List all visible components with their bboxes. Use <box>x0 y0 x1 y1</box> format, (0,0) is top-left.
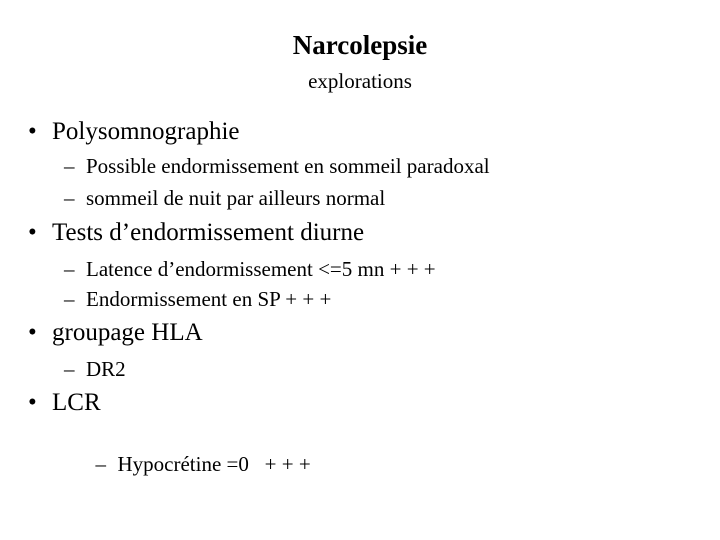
sub-item-text: Endormissement en SP + + + <box>86 287 332 311</box>
slide-subtitle: explorations <box>308 69 412 93</box>
bullet-item-groupage-hla <box>28 318 203 348</box>
sub-item-text: DR2 <box>86 357 126 381</box>
dash-icon: – <box>64 287 75 311</box>
sub-item-text: Latence d’endormissement <=5 mn + + + <box>86 257 436 281</box>
sub-item <box>64 286 331 312</box>
sub-item <box>64 256 436 282</box>
sub-item <box>64 153 490 179</box>
sub-item <box>64 185 385 211</box>
sub-item-text: Hypocrétine =0 + + + <box>117 452 311 476</box>
dash-icon: – <box>64 186 75 210</box>
bullet-icon: • <box>28 389 37 416</box>
bullet-icon: • <box>28 319 37 346</box>
sub-item <box>64 425 311 503</box>
sub-item-text: Possible endormissement en sommeil paradoxal <box>86 154 490 178</box>
bullet-heading: Tests d’endormissement diurne <box>52 219 365 246</box>
dash-icon: – <box>64 357 75 381</box>
bullet-heading: Polysomnographie <box>52 118 240 145</box>
bullet-heading: groupage HLA <box>52 319 203 346</box>
dash-icon: – <box>64 257 75 281</box>
bullet-item-polysomnographie <box>28 117 240 147</box>
bullet-icon: • <box>28 219 37 246</box>
slide-title: Narcolepsie <box>292 30 428 60</box>
bullet-icon: • <box>28 118 37 145</box>
sub-item <box>64 356 126 382</box>
dash-icon: – <box>95 452 106 476</box>
bullet-item-tests-endormissement <box>28 218 364 248</box>
dash-icon: – <box>64 154 75 178</box>
bullet-item-lcr <box>28 388 101 418</box>
bullet-heading: LCR <box>52 389 101 416</box>
sub-item-text: sommeil de nuit par ailleurs normal <box>86 186 386 210</box>
